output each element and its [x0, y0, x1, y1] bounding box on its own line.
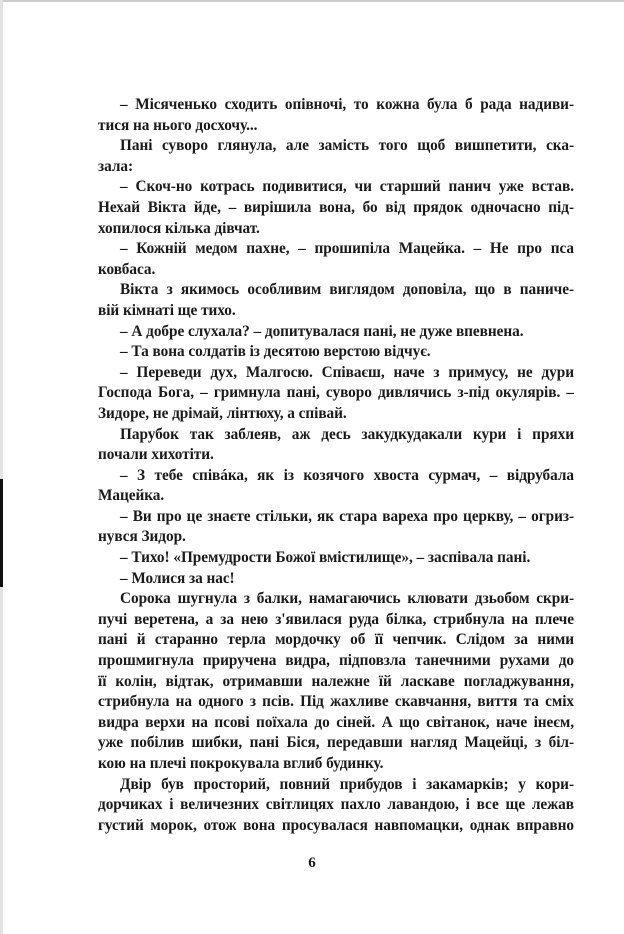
text-line: Сорока шугнула з балки, намагаючись клювати дзьобом скри-: [120, 590, 574, 608]
text-line: Нехай Вікта йде, – вирішила вона, бо від прядок одночасно під-: [98, 198, 574, 216]
text-line: прошмигнула приручена видра, підповзла танечними рухами до: [98, 652, 574, 670]
page-top-border: [0, 0, 624, 2]
text-line: пані й старанно терла мордочку об її чепчик. Слідом за ними: [98, 631, 574, 649]
text-line: хопилося кілька дівчат.: [98, 219, 260, 237]
text-line: Мацейка.: [98, 487, 165, 505]
text-line: кою на плечі покрокувала вглиб будинку.: [98, 755, 384, 772]
text-line: стрибнула на одного з псів. Під жахливе скавчання, виття та сміх: [98, 693, 574, 711]
text-line: тися на нього досхочу...: [98, 116, 258, 134]
text-line: – Місяченько сходить опівночі, то кожна була б рада надиви-: [120, 96, 574, 113]
page-body-text: [98, 95, 574, 836]
text-line: Господа Бога, – гримнула пані, суворо дивлячись з-під окулярів. –: [98, 384, 574, 402]
text-line: Пані суворо глянула, але замість того щоб вишпетити, ска-: [120, 137, 574, 155]
text-line: вій кімнаті ще тихо.: [98, 301, 236, 319]
text-line: – А добре слухала? – допитувалася пані, не дуже впевнена.: [120, 322, 524, 340]
text-line: дорчиках і величезних світлицях пахло лавандою, і все ще лежав: [98, 796, 574, 814]
text-line: густий морок, отож вона просувалася навпомацки, однак вправно: [98, 816, 574, 834]
text-line: – Молися за нас!: [120, 569, 235, 587]
text-line: почали хихотіти.: [98, 446, 214, 464]
text-line: – Ви про це знаєте стільки, як стара вареха про церкву, – огриз-: [120, 507, 574, 525]
page-left-border: [0, 0, 3, 934]
text-line: Парубок так заблеяв, аж десь закудкудакали кури і пряхи: [120, 425, 574, 443]
text-line: Вікта з якимось особливим виглядом доповіла, що в паниче-: [120, 281, 574, 299]
text-line: – Кожній медом пахне, – прошипіла Мацейка. – Не про пса: [120, 240, 574, 258]
text-line: зала:: [98, 157, 134, 175]
text-line: – Скоч-но котрась подивитися, чи старший панич уже встав.: [120, 178, 574, 196]
page-number: 6: [308, 855, 316, 871]
text-line: – Та вона солдатів із десятою верстою відчує.: [120, 343, 431, 361]
text-line: уже побілив шибки, пані Біся, передавши нагляд Мацейці, з біл-: [98, 734, 574, 752]
text-line: нувся Зидор.: [98, 528, 186, 546]
text-line: Двір був просторий, повний прибудов і закамарків; у кори-: [120, 775, 574, 793]
text-line: пучі веретена, а за нею з'явилася руда білка, стрибнула на плече: [98, 610, 574, 628]
text-line: ковбаса.: [98, 260, 156, 278]
page-edge-mark: [0, 479, 3, 587]
text-line: – З тебе співáка, як із козячого хвоста сурмач, – відрубала: [120, 466, 574, 484]
text-line: – Переведи дух, Малгосю. Співаєш, наче з примусу, не дури: [120, 363, 574, 381]
text-line: Зидоре, не дрімай, лінтюху, а співай.: [98, 404, 347, 422]
text-line: – Тихо! «Премудрости Божої вмістилище», – заспівала пані.: [120, 549, 531, 567]
text-line: видра верхи на псові поїхала до сіней. А що світанок, наче інеєм,: [98, 713, 574, 731]
text-line: її колін, відтак, отримавши належне їй ласкаве погладжування,: [98, 672, 574, 690]
